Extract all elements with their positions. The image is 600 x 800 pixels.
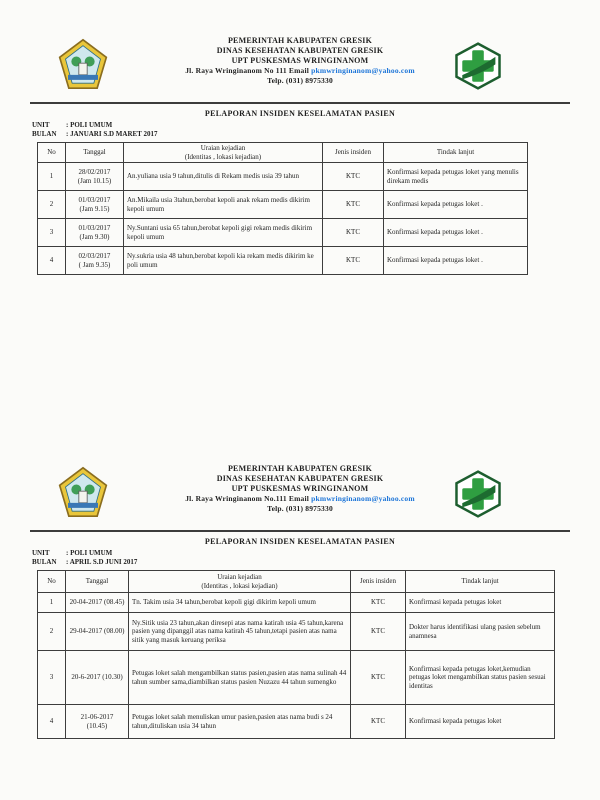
cell-tanggal: [66, 651, 129, 705]
address-line: [110, 66, 490, 76]
report-page-1: [0, 0, 600, 275]
cell-tanggal: [66, 191, 124, 219]
col-header-tindak: Tindak lanjut: [406, 571, 555, 593]
table-row: [38, 613, 555, 651]
report-meta: [32, 121, 600, 139]
cell-no: 1: [38, 593, 66, 613]
cell-date: 21-06-2017: [80, 713, 114, 721]
cell-jenis: KTC: [323, 191, 384, 219]
gresik-regency-logo-icon: [58, 38, 108, 95]
col-header-tanggal: Tanggal: [66, 143, 124, 163]
unit-value: : POLI UMUM: [66, 121, 113, 129]
gov-line-2: DINAS KESEHATAN KABUPATEN GRESIK: [216, 474, 384, 483]
cell-time: (10.45): [86, 721, 108, 730]
email-link[interactable]: pkmwringinanom@yahoo.com: [311, 66, 415, 75]
table-row: [38, 247, 528, 275]
cell-tanggal: [66, 705, 129, 739]
table-row: [38, 651, 555, 705]
cell-no: 3: [38, 219, 66, 247]
gov-line-1: PEMERINTAH KABUPATEN GRESIK: [227, 36, 373, 45]
table-row: [38, 219, 528, 247]
cell-jenis: KTC: [351, 613, 406, 651]
cell-no: 4: [38, 247, 66, 275]
cell-jenis: KTC: [351, 593, 406, 613]
cell-jenis: KTC: [323, 219, 384, 247]
bulan-label: BULAN: [32, 558, 57, 566]
cell-tindak: Konfirmasi kepada petugas loket,kemudian petugas loket mengambilkan status pasien sesuai identitas: [406, 651, 555, 705]
address-line: [110, 494, 490, 504]
uraian-header-line2: (Identitas , lokasi kejadian): [184, 152, 262, 161]
letterhead-divider: [30, 102, 570, 104]
gov-line-1: PEMERINTAH KABUPATEN GRESIK: [227, 464, 373, 473]
cell-uraian: Ny.Suntani usia 65 tahun,berobat kepoli gigi rekam medis dikirim kepoli umum: [124, 219, 323, 247]
cell-time: (Jam 9.30): [79, 232, 110, 241]
unit-label: UNIT: [32, 121, 50, 129]
cell-date: 20-04-2017 (08.45): [69, 598, 125, 607]
report-page-2: [0, 428, 600, 739]
cell-tindak: Konfirmasi kepada petugas loket .: [384, 191, 528, 219]
unit-label: UNIT: [32, 549, 50, 557]
gov-line-3: UPT PUSKESMAS WRINGINANOM: [231, 484, 369, 493]
letterhead: [0, 464, 600, 522]
cell-uraian: Ny.sukria usia 48 tahun,berobat kepoli kia rekam medis dikirim ke poli umum: [124, 247, 323, 275]
cell-tindak: Dokter harus identifikasi ulang pasien sebelum anamnesa: [406, 613, 555, 651]
bulan-label: BULAN: [32, 130, 57, 138]
col-header-no: No: [38, 143, 66, 163]
phone-line: Telp. (031) 8975330: [267, 76, 333, 85]
cell-tindak: Konfirmasi kepada petugas loket .: [384, 219, 528, 247]
address-text: Jl. Raya Wringinanom No.111 Email: [185, 494, 312, 503]
gov-line-2: DINAS KESEHATAN KABUPATEN GRESIK: [216, 46, 384, 55]
cell-uraian: Ny.Sitik usia 23 tahun,akan diresepi atas nama katirah usia 45 tahun,karena pasien yang dipanggil atas nama katirah 45 tahun,tetapi pasien atas nama sitik yang masuk keruang periksa: [129, 613, 351, 651]
unit-row: [32, 549, 600, 558]
cell-tindak: Konfirmasi kepada petugas loket: [406, 593, 555, 613]
report-meta: [32, 549, 600, 567]
col-header-no: No: [38, 571, 66, 593]
address-text: Jl. Raya Wringinanom No 111 Email: [185, 66, 312, 75]
col-header-uraian: [129, 571, 351, 593]
cell-tanggal: [66, 613, 129, 651]
letterhead-text: [110, 464, 490, 514]
cell-tindak: Konfirmasi kepada petugas loket .: [384, 247, 528, 275]
cell-tanggal: [66, 593, 129, 613]
cell-date: 20-6-2017 (10.30): [71, 673, 123, 682]
col-header-tindak: Tindak lanjut: [384, 143, 528, 163]
incident-table: [37, 142, 528, 275]
bulan-value: : APRIL S.D JUNI 2017: [66, 558, 138, 566]
uraian-header-line1: Uraian kejadian: [200, 144, 246, 152]
cell-date: 01/03/2017: [78, 224, 111, 232]
cell-no: 3: [38, 651, 66, 705]
cell-time: (Jam 10.15): [77, 176, 112, 185]
gresik-regency-logo-icon: [58, 466, 108, 523]
cell-tanggal: [66, 247, 124, 275]
cell-date: 29-04-2017 (08.00): [69, 627, 125, 636]
table-row: [38, 705, 555, 739]
col-header-jenis: Jenis insiden: [351, 571, 406, 593]
cell-uraian: Petugas loket salah menuliskan umur pasien,pasien atas nama budi s 24 tahun,dituliskan usia 34 tahun: [129, 705, 351, 739]
bulan-row: [32, 558, 600, 567]
puskesmas-cross-logo-icon: [452, 470, 504, 523]
table-row: [38, 191, 528, 219]
cell-uraian: An.yuliana usia 9 tahun,ditulis di Rekam medis usia 39 tahun: [124, 163, 323, 191]
cell-tanggal: [66, 219, 124, 247]
email-link[interactable]: pkmwringinanom@yahoo.com: [311, 494, 415, 503]
cell-jenis: KTC: [351, 651, 406, 705]
col-header-tanggal: Tanggal: [66, 571, 129, 593]
bulan-row: [32, 130, 600, 139]
cell-time: ( Jam 9.35): [78, 260, 111, 269]
cell-tindak: Konfirmasi kepada petugas loket yang menulis direkam medis: [384, 163, 528, 191]
letterhead-text: [110, 36, 490, 86]
report-title: PELAPORAN INSIDEN KESELAMATAN PASIEN: [204, 109, 396, 118]
cell-tanggal: [66, 163, 124, 191]
col-header-uraian: [124, 143, 323, 163]
puskesmas-cross-logo-icon: [452, 42, 504, 95]
cell-no: 2: [38, 613, 66, 651]
cell-uraian: An.Mikaila usia 3tahun,berobat kepoli anak rekam medis dikirim kepoli umum: [124, 191, 323, 219]
cell-date: 01/03/2017: [78, 196, 111, 204]
letterhead-divider: [30, 530, 570, 532]
incident-table: [37, 570, 555, 739]
letterhead: [0, 36, 600, 94]
phone-line: Telp. (031) 8975330: [267, 504, 333, 513]
cell-jenis: KTC: [323, 247, 384, 275]
table-row: [38, 163, 528, 191]
cell-no: 2: [38, 191, 66, 219]
cell-tindak: Konfirmasi kepada petugas loket: [406, 705, 555, 739]
cell-date: 02/03/2017: [78, 252, 111, 260]
gov-line-3: UPT PUSKESMAS WRINGINANOM: [231, 56, 369, 65]
cell-jenis: KTC: [351, 705, 406, 739]
uraian-header-line1: Uraian kejadian: [217, 573, 262, 581]
cell-jenis: KTC: [323, 163, 384, 191]
bulan-value: : JANUARI S.D MARET 2017: [66, 130, 158, 138]
uraian-header-line2: (Identitas , lokasi kejadian): [201, 581, 278, 590]
cell-date: 28/02/2017: [78, 168, 111, 176]
cell-uraian: Tn. Takim usia 34 tahun,berobat kepoli gigi dikirim kepoli umum: [129, 593, 351, 613]
table-row: [38, 593, 555, 613]
cell-no: 4: [38, 705, 66, 739]
report-title: PELAPORAN INSIDEN KESELAMATAN PASIEN: [204, 537, 396, 546]
unit-value: : POLI UMUM: [66, 549, 113, 557]
table-header-row: [38, 143, 528, 163]
col-header-jenis: Jenis insiden: [323, 143, 384, 163]
cell-time: (Jam 9.15): [79, 204, 110, 213]
cell-uraian: Petugas loket salah mengambilkan status pasien,pasien atas nama sulinah 44 tahun sumber sama,diambilkan status pasien Nuzazu 44 tahun sumengko: [129, 651, 351, 705]
unit-row: [32, 121, 600, 130]
cell-no: 1: [38, 163, 66, 191]
table-header-row: [38, 571, 555, 593]
